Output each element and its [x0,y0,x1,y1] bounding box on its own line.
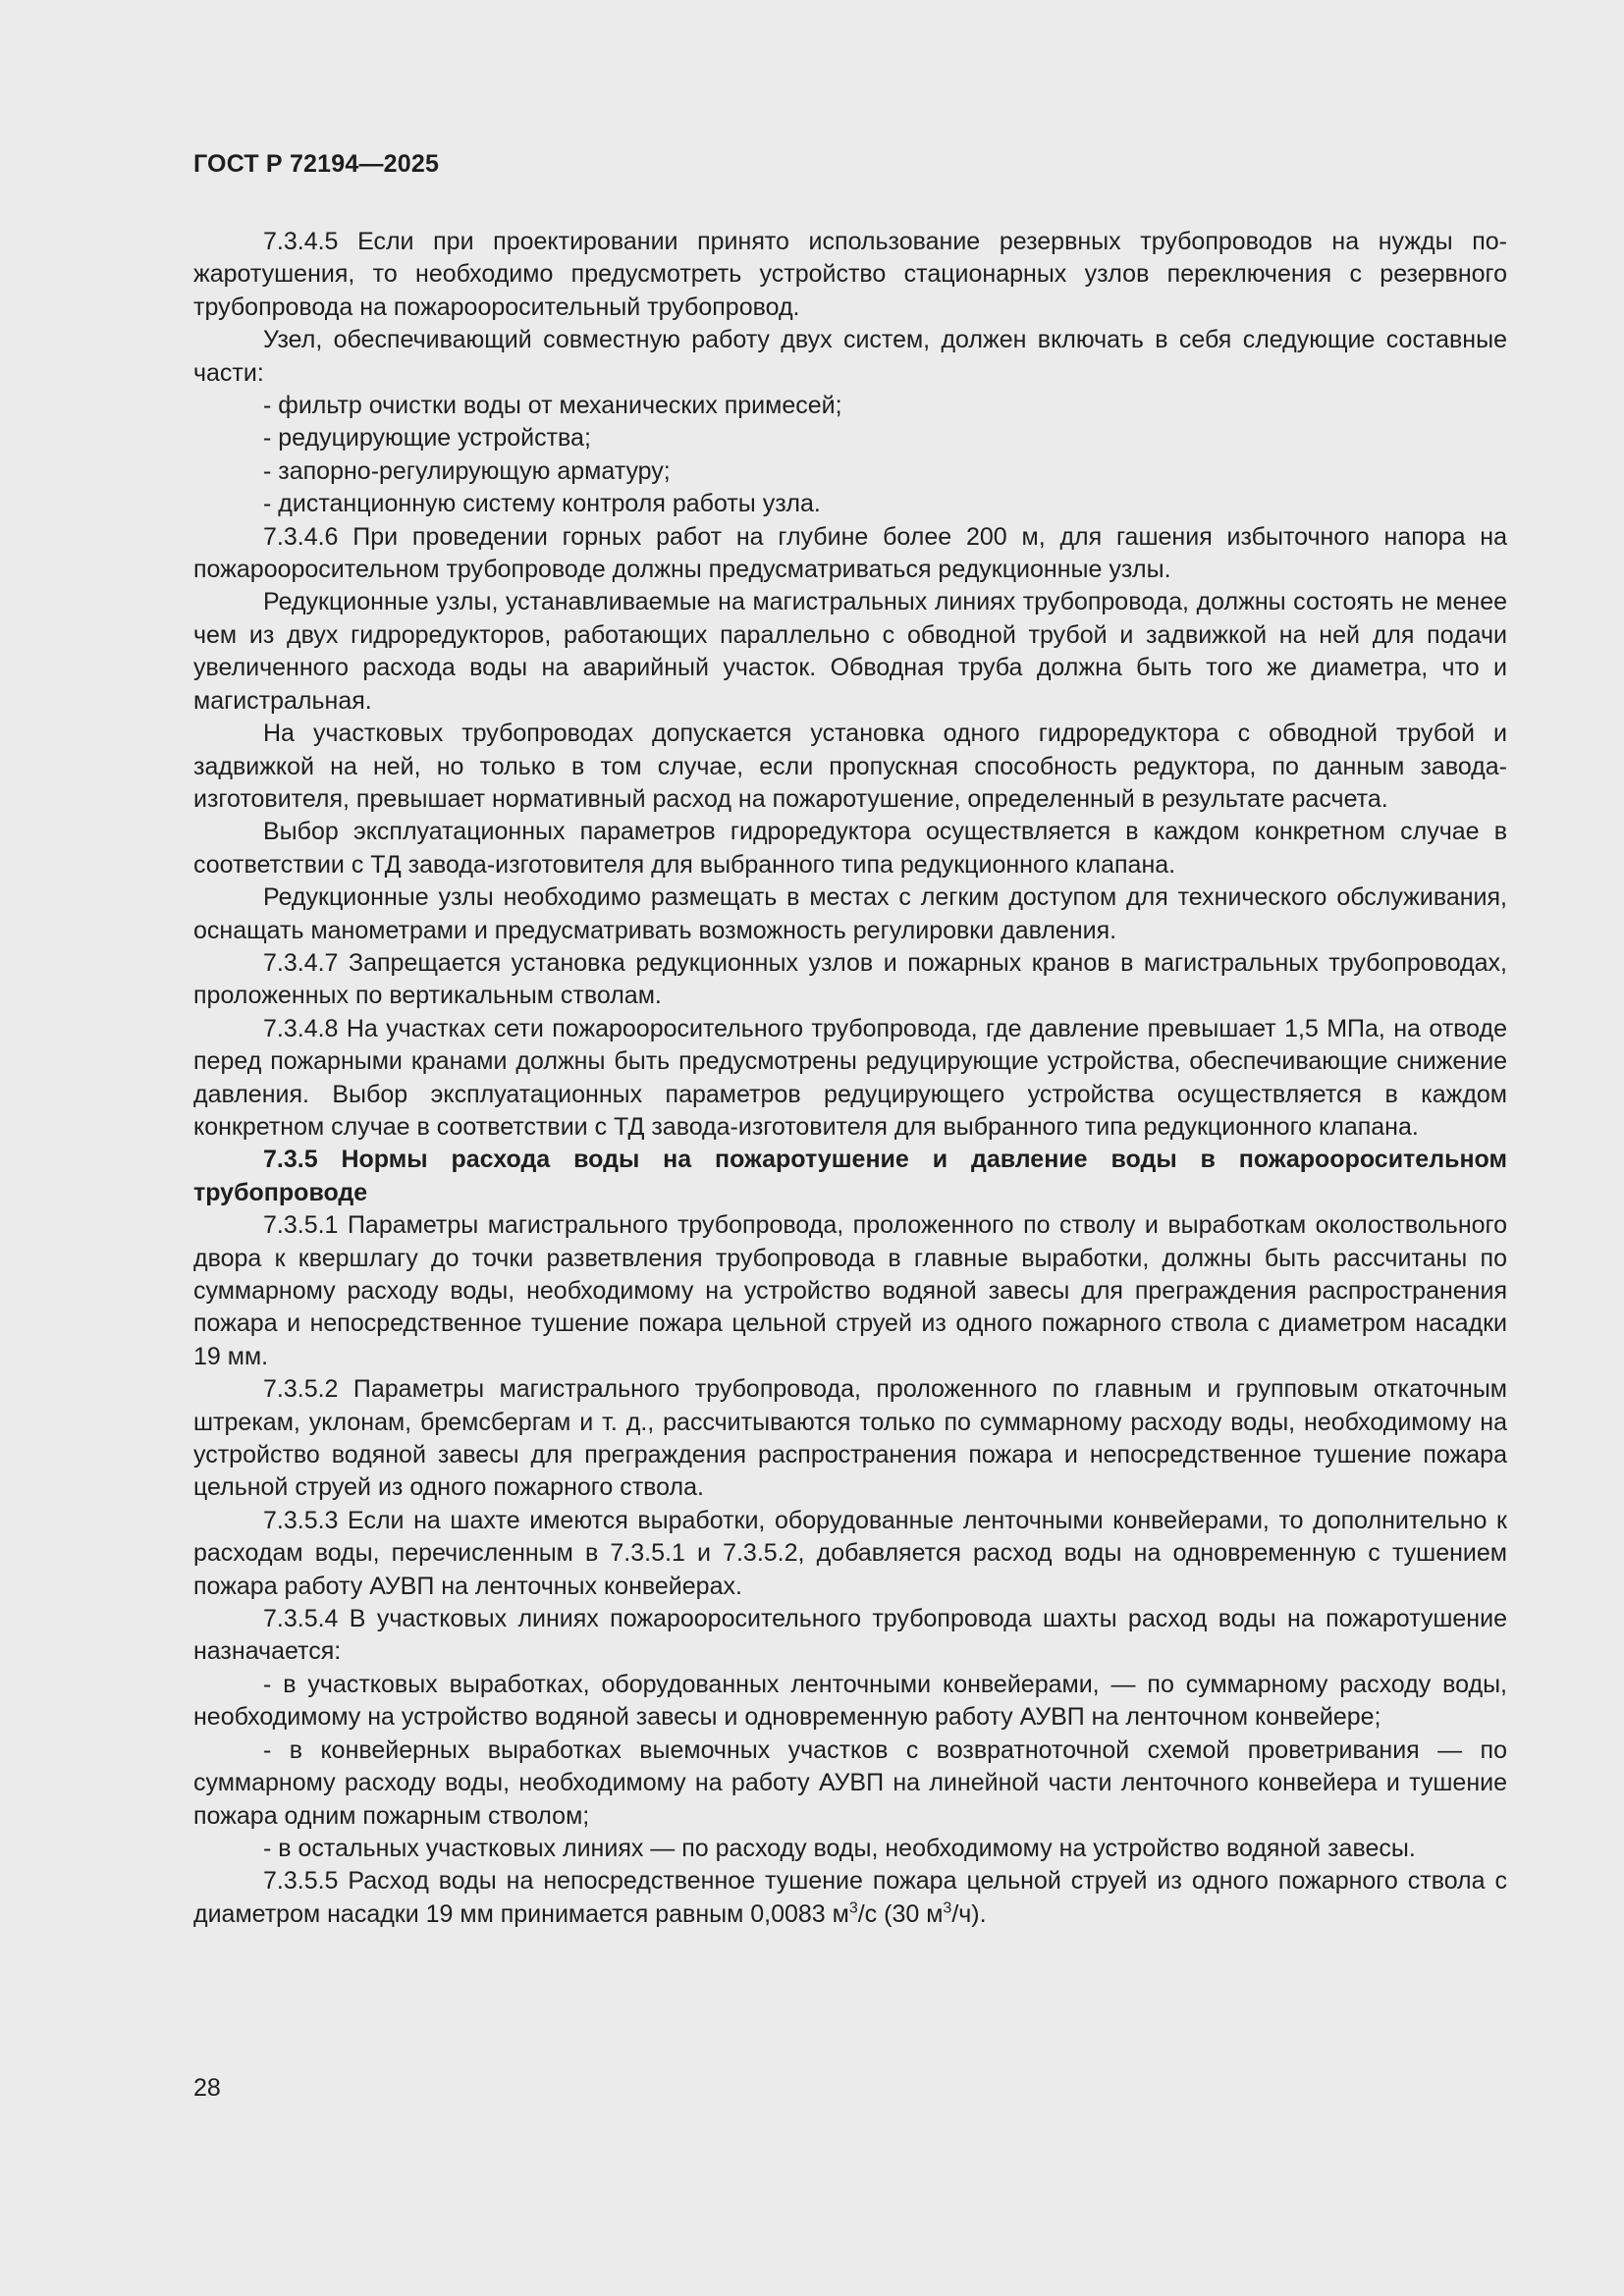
paragraph: 7.3.4.6 При проведении горных работ на глубине более 200 м, для гашения избыточного напора на пожарооросительном трубопроводе должны предусматриваться редукционные узлы. [193,522,1507,584]
section-heading: 7.3.5 Нормы расхода воды на пожаротушение и давление воды в пожарооросительном трубопроводе [193,1146,1507,1206]
paragraph: 7.3.4.5 Если при проектировании принято использование резервных трубопроводов на нужды пожаротушения, то необходимо предусмотреть устройство стационарных узлов переключения с резервного трубопровода на пожарооросительный трубопровод. [193,228,1507,321]
paragraph: 7.3.5.3 Если на шахте имеются выработки, оборудованные ленточными конвейерами, то дополнительно к расходам воды, перечисленным в 7.3.5.1 и 7.3.5.2, добавляется расход воды на одновременную с тушением пожара работу АУВП на ленточных конвейерах. [193,1506,1507,1600]
list-item: - в участковых выработках, оборудованных ленточными конвейерами, — по суммарному расходу воды, необходимому на устройство водяной завесы и одновременную работу АУВП на ленточном конвейере; [193,1670,1507,1732]
paragraph: 7.3.5.4 В участковых линиях пожарооросительного трубопровода шахты расход воды на пожаротушение назначается: [193,1605,1507,1666]
paragraph: На участковых трубопроводах допускается установка одного гидроредуктора с обводной трубой и задвижкой на ней, но только в том случае, если пропускная способность редуктора, по данным завода-изготовителя, превышает нормативный расход на пожаротушение, определенный в результате расчета. [193,720,1507,813]
paragraph: 7.3.4.8 На участках сети пожарооросительного трубопровода, где давление превышает 1,5 МПа, на отводе перед пожарными кранами должны быть предусмотрены редуцирующие устройства, обеспечивающие снижение давления. Выбор эксплуатационных параметров редуцирующего устройства осуществляется в каждом конкретном случае в соответствии с ТД завода-изготовителя для выбранного типа редукционного клапана. [193,1014,1507,1141]
paragraph-last [193,1865,1507,1931]
paragraph: Редукционные узлы, устанавливаемые на магистральных линиях трубопровода, должны состоять не менее чем из двух гидроредукторов, работающих параллельно с обводной трубой и задвижкой на ней для подачи увеличенного расхода воды на аварийный участок. Обводная труба должна быть того же диаметра, что и магистральная. [193,588,1507,715]
document-body [193,226,1507,1931]
page-number: 28 [193,2074,221,2102]
paragraph: 7.3.5.2 Параметры магистрального трубопровода, проложенного по главным и групповым откаточным штрекам, уклонам, бремсбергам и т. д., рассчитываются только по суммарному расходу воды, необходимому на устройство водяной завесы для преграждения распространения пожара и непосредственное тушение пожара цельной струей из одного пожарного ствола. [193,1375,1507,1502]
paragraph: Выбор эксплуатационных параметров гидроредуктора осуществляется в каждом конкретном случае в соответствии с ТД завода-изготовителя для выбранного типа редукционного клапана. [193,818,1507,879]
list-item: - запорно-регулирующую арматуру; [263,456,671,485]
superscript: 3 [848,1899,858,1917]
list-item: - в конвейерных выработках выемочных участков с возвратноточной схемой проветривания — по суммарному расходу воды, необходимому на работу АУВП на линейной части ленточного конвейера и тушение пожара одним пожарным стволом; [193,1735,1507,1830]
list-item: - фильтр очистки воды от механических примесей; [263,392,842,420]
text-run: 7.3.5.5 Расход воды на непосредственное тушение пожара цельной струей из одного пожарного ствола с диаметром насадки 19 мм принимается равным 0,0083 м [193,1867,1507,1928]
paragraph: 7.3.4.7 Запрещается установка редукционных узлов и пожарных кранов в магистральных трубопроводах, проложенных по вертикальным стволам. [193,948,1507,1010]
document-header: ГОСТ Р 72194—2025 [193,150,440,178]
paragraph: Редукционные узлы необходимо размещать в местах с легким доступом для технического обслуживания, оснащать манометрами и предусматривать возможность регулировки давления. [193,883,1507,944]
text-run: /с (30 м [857,1899,944,1928]
list-item: - дистанционную систему контроля работы узла. [263,490,821,518]
paragraph: Узел, обеспечивающий совместную работу двух систем, должен включать в себя следующие составные части: [193,326,1507,387]
paragraph: 7.3.5.1 Параметры магистрального трубопровода, проложенного по стволу и выработкам околоствольного двора к квершлагу до точки разветвления трубопровода в главные выработки, должны быть рассчитаны по суммарному расходу воды, необходимому на устройство водяной завесы для преграждения распространения пожара и непосредственное тушение пожара цельной струей из одного пожарного ствола с диаметром насадки 19 мм. [193,1211,1507,1370]
text-run: /ч). [951,1899,987,1928]
list-item: - редуцирующие устройства; [263,424,591,453]
superscript: 3 [943,1899,952,1917]
list-item: - в остальных участковых линиях — по расходу воды, необходимому на устройство водяной завесы. [263,1834,1416,1862]
